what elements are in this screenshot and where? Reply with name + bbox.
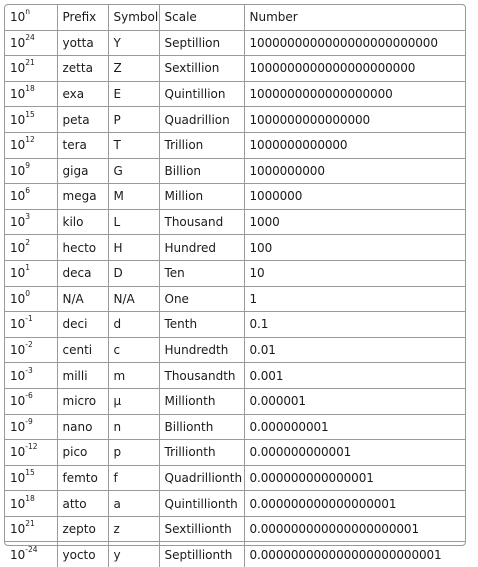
- number-cell: 1000: [244, 209, 465, 235]
- prefix-cell: milli: [57, 363, 108, 389]
- power-cell: [5, 312, 57, 338]
- power-exponent: 15: [25, 467, 35, 477]
- header-symbol: Symbol: [108, 5, 159, 30]
- prefix-cell: zetta: [57, 56, 108, 82]
- power-cell: [5, 184, 57, 210]
- symbol-cell: G: [108, 158, 159, 184]
- prefix-cell: giga: [57, 158, 108, 184]
- scale-cell: Millionth: [159, 388, 244, 414]
- table-row: [5, 235, 465, 261]
- number-cell: 0.01: [244, 337, 465, 363]
- table-row: [5, 337, 465, 363]
- power-base: 10: [10, 61, 26, 76]
- power-base: 10: [10, 291, 26, 306]
- symbol-cell: y: [108, 542, 159, 567]
- symbol-cell: Z: [108, 56, 159, 82]
- prefix-cell: exa: [57, 81, 108, 107]
- prefix-cell: zepto: [57, 516, 108, 542]
- power-base: 10: [10, 112, 26, 127]
- prefix-cell: kilo: [57, 209, 108, 235]
- power-base: 10: [10, 163, 26, 178]
- symbol-cell: L: [108, 209, 159, 235]
- prefix-cell: tera: [57, 132, 108, 158]
- scale-cell: Sextillionth: [159, 516, 244, 542]
- power-exponent: -12: [25, 442, 38, 452]
- power-exponent: 3: [25, 212, 31, 222]
- number-cell: 0.000000000000001: [244, 465, 465, 491]
- prefix-cell: femto: [57, 465, 108, 491]
- prefix-cell: N/A: [57, 286, 108, 312]
- power-base: 10: [10, 547, 26, 562]
- header-power: 10$^n$: [5, 5, 57, 30]
- prefix-cell: yotta: [57, 30, 108, 56]
- si-prefix-grid: [5, 5, 465, 567]
- symbol-cell: P: [108, 107, 159, 133]
- number-cell: 1000000000000000000: [244, 81, 465, 107]
- symbol-cell: z: [108, 516, 159, 542]
- table-body: [5, 30, 465, 567]
- scale-cell: Thousand: [159, 209, 244, 235]
- symbol-cell: m: [108, 363, 159, 389]
- power-cell: [5, 337, 57, 363]
- power-exponent: 18: [25, 84, 35, 94]
- header-prefix: Prefix: [57, 5, 108, 30]
- symbol-cell: n: [108, 414, 159, 440]
- table-row: [5, 260, 465, 286]
- scale-cell: Sextillion: [159, 56, 244, 82]
- header-scale: Scale: [159, 5, 244, 30]
- table-row: [5, 516, 465, 542]
- power-exponent: 1: [25, 263, 31, 273]
- symbol-cell: µ: [108, 388, 159, 414]
- symbol-cell: D: [108, 260, 159, 286]
- power-cell: [5, 235, 57, 261]
- power-base: 10: [10, 266, 26, 281]
- power-cell: [5, 491, 57, 517]
- power-cell: [5, 516, 57, 542]
- power-cell: [5, 81, 57, 107]
- scale-cell: Tenth: [159, 312, 244, 338]
- power-base: 10: [10, 522, 26, 537]
- power-base: 10: [10, 138, 26, 153]
- table-row: [5, 107, 465, 133]
- number-cell: 1000000000000000000000: [244, 56, 465, 82]
- power-exponent: -3: [25, 365, 33, 375]
- number-cell: 0.000001: [244, 388, 465, 414]
- table-row: [5, 414, 465, 440]
- scale-cell: Quadrillionth: [159, 465, 244, 491]
- symbol-cell: N/A: [108, 286, 159, 312]
- symbol-cell: p: [108, 440, 159, 466]
- power-cell: [5, 388, 57, 414]
- number-cell: 0.000000000000000000000001: [249, 547, 442, 562]
- power-exponent: 21: [25, 58, 35, 68]
- power-cell: [5, 56, 57, 82]
- scale-cell: Quadrillion: [159, 107, 244, 133]
- power-cell: [5, 260, 57, 286]
- power-cell: [5, 30, 57, 56]
- power-cell: [5, 209, 57, 235]
- prefix-cell: atto: [57, 491, 108, 517]
- power-base: 10: [10, 189, 26, 204]
- prefix-cell: micro: [57, 388, 108, 414]
- table-row: [5, 56, 465, 82]
- number-cell: 0.000000000001: [244, 440, 465, 466]
- si-prefix-table: [4, 4, 466, 562]
- scale-cell: Billion: [159, 158, 244, 184]
- table-row: [5, 158, 465, 184]
- power-exponent: 15: [25, 109, 35, 119]
- number-cell: 0.001: [244, 363, 465, 389]
- header-row: [5, 5, 465, 30]
- symbol-cell: Y: [108, 30, 159, 56]
- power-base: 10: [10, 87, 26, 102]
- symbol-cell: d: [108, 312, 159, 338]
- prefix-cell: hecto: [57, 235, 108, 261]
- prefix-cell: deci: [57, 312, 108, 338]
- symbol-cell: f: [108, 465, 159, 491]
- prefix-cell: pico: [57, 440, 108, 466]
- power-exponent: 6: [25, 186, 31, 196]
- scale-cell: Septillion: [159, 30, 244, 56]
- power-exponent: 24: [25, 32, 35, 42]
- number-cell: 100: [244, 235, 465, 261]
- table-row: [5, 209, 465, 235]
- table-row: [5, 363, 465, 389]
- power-cell: [5, 465, 57, 491]
- table-row: [5, 542, 465, 567]
- number-cell: 0.1: [244, 312, 465, 338]
- prefix-cell: peta: [57, 107, 108, 133]
- power-base: 10: [10, 35, 26, 50]
- power-base: 10: [10, 470, 26, 485]
- power-base: 10: [10, 240, 26, 255]
- power-exponent: 9: [25, 160, 31, 170]
- power-cell: [5, 440, 57, 466]
- number-cell: 0.000000000000000000001: [244, 516, 465, 542]
- prefix-cell: nano: [57, 414, 108, 440]
- power-cell: [5, 414, 57, 440]
- power-base: 10: [10, 317, 26, 332]
- number-cell: 1000000000: [244, 158, 465, 184]
- header-number: Number: [244, 5, 465, 30]
- table-row: [5, 388, 465, 414]
- scale-cell: Quintillion: [159, 81, 244, 107]
- power-cell: [5, 158, 57, 184]
- prefix-cell: yocto: [57, 542, 108, 567]
- number-cell: 1000000: [244, 184, 465, 210]
- number-cell: 1000000000000000: [244, 107, 465, 133]
- table-row: [5, 184, 465, 210]
- power-exponent: -2: [25, 340, 33, 350]
- table-row: [5, 312, 465, 338]
- symbol-cell: E: [108, 81, 159, 107]
- symbol-cell: a: [108, 491, 159, 517]
- scale-cell: Hundredth: [159, 337, 244, 363]
- scale-cell: Septillionth: [159, 542, 244, 567]
- number-cell: 1000000000000000000000000: [244, 30, 465, 56]
- number-cell: 10: [244, 260, 465, 286]
- power-exponent: -1: [25, 314, 33, 324]
- scale-cell: Million: [159, 184, 244, 210]
- power-cell: [5, 132, 57, 158]
- power-exponent: 0: [25, 288, 31, 298]
- number-cell: 1000000000000: [244, 132, 465, 158]
- prefix-cell: deca: [57, 260, 108, 286]
- scale-cell: One: [159, 286, 244, 312]
- power-cell: [5, 286, 57, 312]
- table-row: [5, 30, 465, 56]
- table-row: [5, 491, 465, 517]
- power-exponent: -6: [25, 391, 33, 401]
- table-row: [5, 465, 465, 491]
- scale-cell: Ten: [159, 260, 244, 286]
- power-base: 10: [10, 445, 26, 460]
- number-cell: 1: [244, 286, 465, 312]
- prefix-cell: centi: [57, 337, 108, 363]
- power-cell: [5, 363, 57, 389]
- number-cell: 0.000000000000000001: [244, 491, 465, 517]
- scale-cell: Trillionth: [159, 440, 244, 466]
- table-row: [5, 132, 465, 158]
- table-row: [5, 81, 465, 107]
- power-base: 10: [10, 419, 26, 434]
- table-row: [5, 440, 465, 466]
- power-base: 10: [10, 368, 26, 383]
- power-exponent: 12: [25, 135, 35, 145]
- symbol-cell: H: [108, 235, 159, 261]
- symbol-cell: M: [108, 184, 159, 210]
- scale-cell: Billionth: [159, 414, 244, 440]
- scale-cell: Thousandth: [159, 363, 244, 389]
- power-exponent: 18: [25, 493, 35, 503]
- scale-cell: Hundred: [159, 235, 244, 261]
- scale-cell: Quintillionth: [159, 491, 244, 517]
- power-cell: [5, 542, 57, 567]
- power-base: 10: [10, 394, 26, 409]
- number-cell: 0.000000001: [244, 414, 465, 440]
- scale-cell: Trillion: [159, 132, 244, 158]
- symbol-cell: T: [108, 132, 159, 158]
- power-base: 10: [10, 496, 26, 511]
- table-row: [5, 286, 465, 312]
- power-exponent: -9: [25, 416, 33, 426]
- power-exponent: 21: [25, 519, 35, 529]
- power-exponent: -24: [25, 544, 38, 554]
- power-base: 10: [10, 343, 26, 358]
- prefix-cell: mega: [57, 184, 108, 210]
- power-cell: [5, 107, 57, 133]
- power-exponent: 2: [25, 237, 31, 247]
- power-base: 10: [10, 215, 26, 230]
- symbol-cell: c: [108, 337, 159, 363]
